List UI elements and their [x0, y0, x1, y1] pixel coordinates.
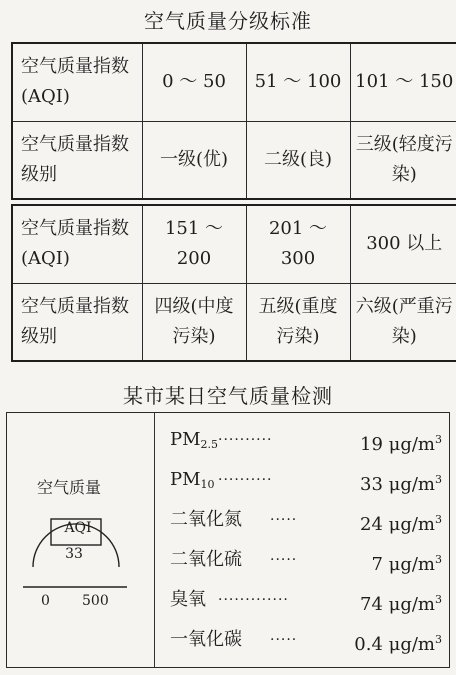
row-header: 空气质量指数级别	[12, 121, 142, 199]
table-cell: 51 ～ 100	[246, 43, 350, 121]
air-quality-monitor-panel	[6, 412, 450, 668]
pollutant-value: 74 $\mu g/m^3$	[360, 593, 442, 615]
pollutant-value: 0.4 $\mu g/m^3$	[354, 633, 442, 655]
leader-dots: ·····	[270, 552, 298, 568]
row-header: 空气质量指数(AQI)	[12, 205, 142, 283]
scale-max: 500	[82, 593, 109, 609]
pollutant-value: 7 $\mu g/m^3$	[371, 553, 442, 575]
pollutant-row	[170, 545, 442, 575]
pollutant-value: 33 $\mu g/m^3$	[360, 473, 442, 495]
aqi-label: AQI	[64, 520, 92, 536]
table-cell: 300 以上	[350, 205, 456, 283]
pollutant-row	[170, 465, 442, 495]
leader-dots: ·····	[270, 512, 298, 528]
leader-dots: ·····	[270, 632, 298, 648]
pollutant-row	[170, 505, 442, 535]
pollutant-value: 24 $\mu g/m^3$	[360, 513, 442, 535]
table-cell: 六级(严重污染)	[350, 283, 456, 361]
pollutant-name: 二氧化氮	[170, 509, 242, 530]
monitor-title: 某市某日空气质量检测	[123, 384, 333, 408]
pollutant-name: 一氧化碳	[170, 629, 242, 650]
table-cell: 五级(重度污染)	[246, 283, 350, 361]
pollutant-row	[170, 425, 442, 455]
leader-dots: ··········	[218, 472, 273, 488]
pollutant-name: 二氧化硫	[170, 549, 242, 570]
standard-title: 空气质量分级标准	[144, 9, 312, 33]
aqi-grade-table-bottom	[11, 204, 456, 362]
row-header: 空气质量指数(AQI)	[12, 43, 142, 121]
table-cell: 0 ～ 50	[142, 43, 246, 121]
table-cell: 101 ～ 150	[350, 43, 456, 121]
table-cell: 四级(中度污染)	[142, 283, 246, 361]
pollutant-row	[170, 625, 442, 655]
leader-dots: ·············	[218, 592, 289, 608]
row-header: 空气质量指数级别	[12, 283, 142, 361]
aqi-value: 33	[65, 546, 83, 562]
table-cell: 151 ～ 200	[142, 205, 246, 283]
pollutant-value: 19 $\mu g/m^3$	[360, 433, 442, 455]
pollutant-name: $PM_{2.5}$	[170, 429, 219, 451]
table-cell: 201 ～ 300	[246, 205, 350, 283]
gauge-label: 空气质量	[37, 478, 102, 497]
table-cell: 一级(优)	[142, 121, 246, 199]
table-row	[12, 205, 456, 283]
table-row	[12, 121, 456, 199]
pollutant-row	[170, 585, 442, 615]
table-row	[12, 283, 456, 361]
table-cell: 三级(轻度污染)	[350, 121, 456, 199]
divider	[154, 413, 155, 667]
pollutant-name: $PM_{10}$	[170, 469, 215, 491]
pollutant-name: 臭氧	[170, 589, 206, 610]
aqi-grade-table-top	[11, 42, 456, 200]
table-row	[12, 43, 456, 121]
leader-dots: ··········	[218, 432, 273, 448]
scale-min: 0	[41, 593, 50, 609]
table-cell: 二级(良)	[246, 121, 350, 199]
